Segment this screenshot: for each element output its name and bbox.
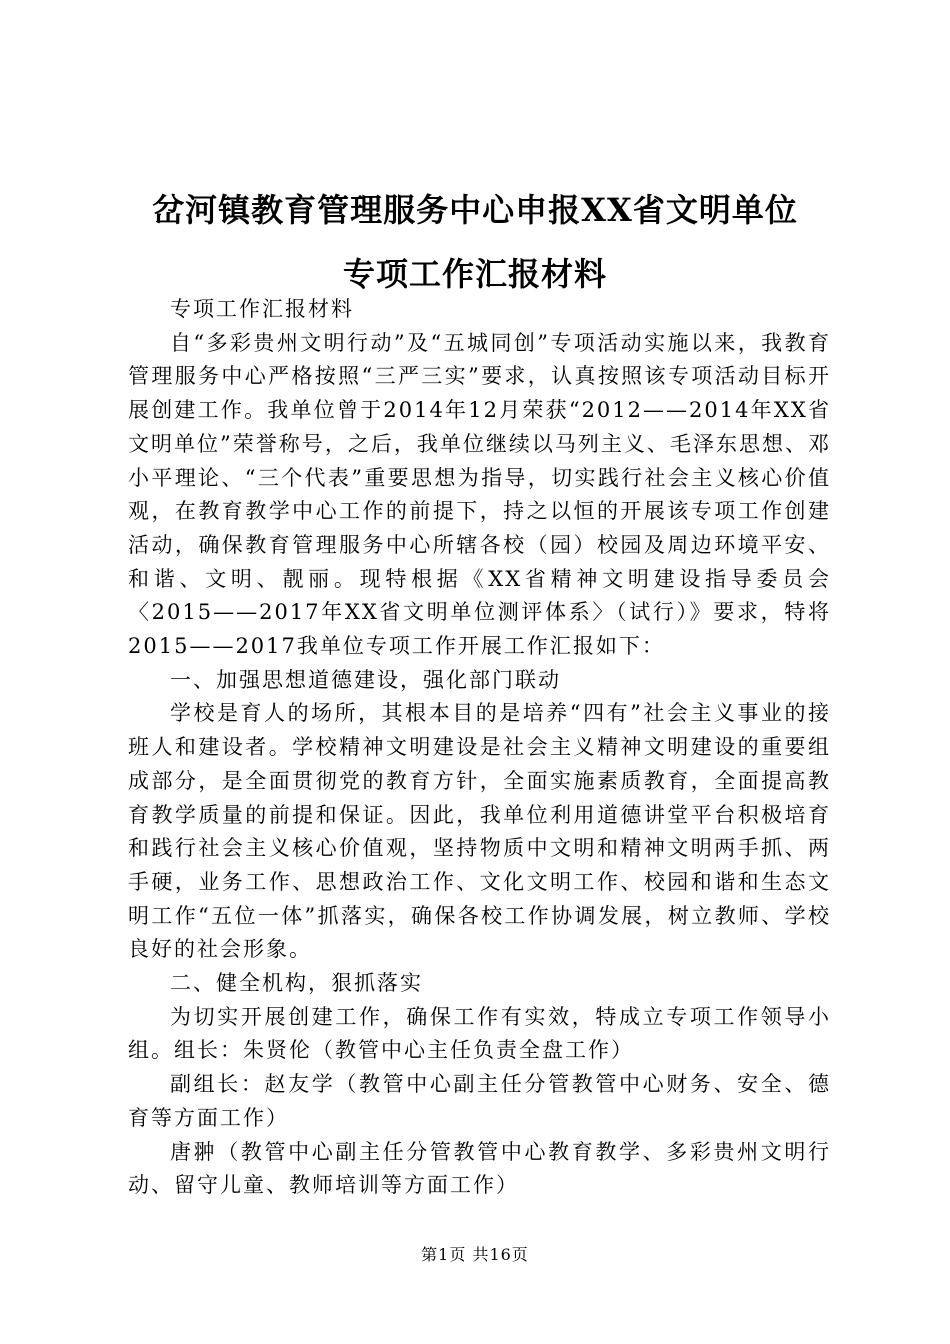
- body-paragraph: 自“多彩贵州文明行动”及“五城同创”专项活动实施以来，我教育管理服务中心严格按照“三严三实”要求，认真按照该专项活动目标开展创建工作。我单位曾于2014年12月荣获“2012——2014年XX省文明单位”荣誉称号，之后，我单位继续以马列主义、毛泽东思想、邓小平理论、“三个代表”重要思想为指导，切实践行社会主义核心价值观，在教育教学中心工作的前提下，持之以恒的开展该专项工作创建活动，确保教育管理服务中心所辖各校（园）校园及周边环境平安、和谐、文明、靓丽。现特根据《XX省精神文明建设指导委员会〈2015——2017年XX省文明单位测评体系〉（试行）》要求，特将2015——2017我单位专项工作开展工作汇报如下：: [128, 330, 831, 659]
- body-paragraph: 副组长：赵友学（教管中心副主任分管教管中心财务、安全、德育等方面工作）: [128, 1072, 831, 1130]
- document-title-line-1: 岔河镇教育管理服务中心申报XX省文明单位: [152, 191, 798, 229]
- document-title-line-2: 专项工作汇报材料: [342, 255, 607, 293]
- body-paragraph: 学校是育人的场所，其根本目的是培养“四有”社会主义事业的接班人和建设者。学校精神文明建设是社会主义精神文明建设的重要组成部分，是全面贯彻党的教育方针，全面实施素质教育，全面提高教育教学质量的前提和保证。因此，我单位利用道德讲堂平台积极培育和践行社会主义核心价值观，坚持物质中文明和精神文明两手抓、两手硬，业务工作、思想政治工作、文化文明工作、校园和谐和生态文明工作“五位一体”抓落实，确保各校工作协调发展，树立教师、学校良好的社会形象。: [128, 701, 831, 962]
- body-paragraph: 专项工作汇报材料: [170, 297, 354, 321]
- document-body: [128, 293, 831, 1203]
- page-number-footer: 第1页 共16页: [421, 1245, 529, 1264]
- section-heading: 二、健全机构，狠抓落实: [170, 971, 423, 996]
- body-paragraph: 为切实开展创建工作，确保工作有实效，特成立专项工作领导小组。组长：朱贤伦（教管中心主任负责全盘工作）: [128, 1004, 831, 1063]
- section-heading: 一、加强思想道德建设，强化部门联动: [170, 667, 561, 692]
- body-paragraph: 唐翀（教管中心副主任分管教管中心教育教学、多彩贵州文明行动、留守儿童、教师培训等方面工作）: [128, 1139, 831, 1198]
